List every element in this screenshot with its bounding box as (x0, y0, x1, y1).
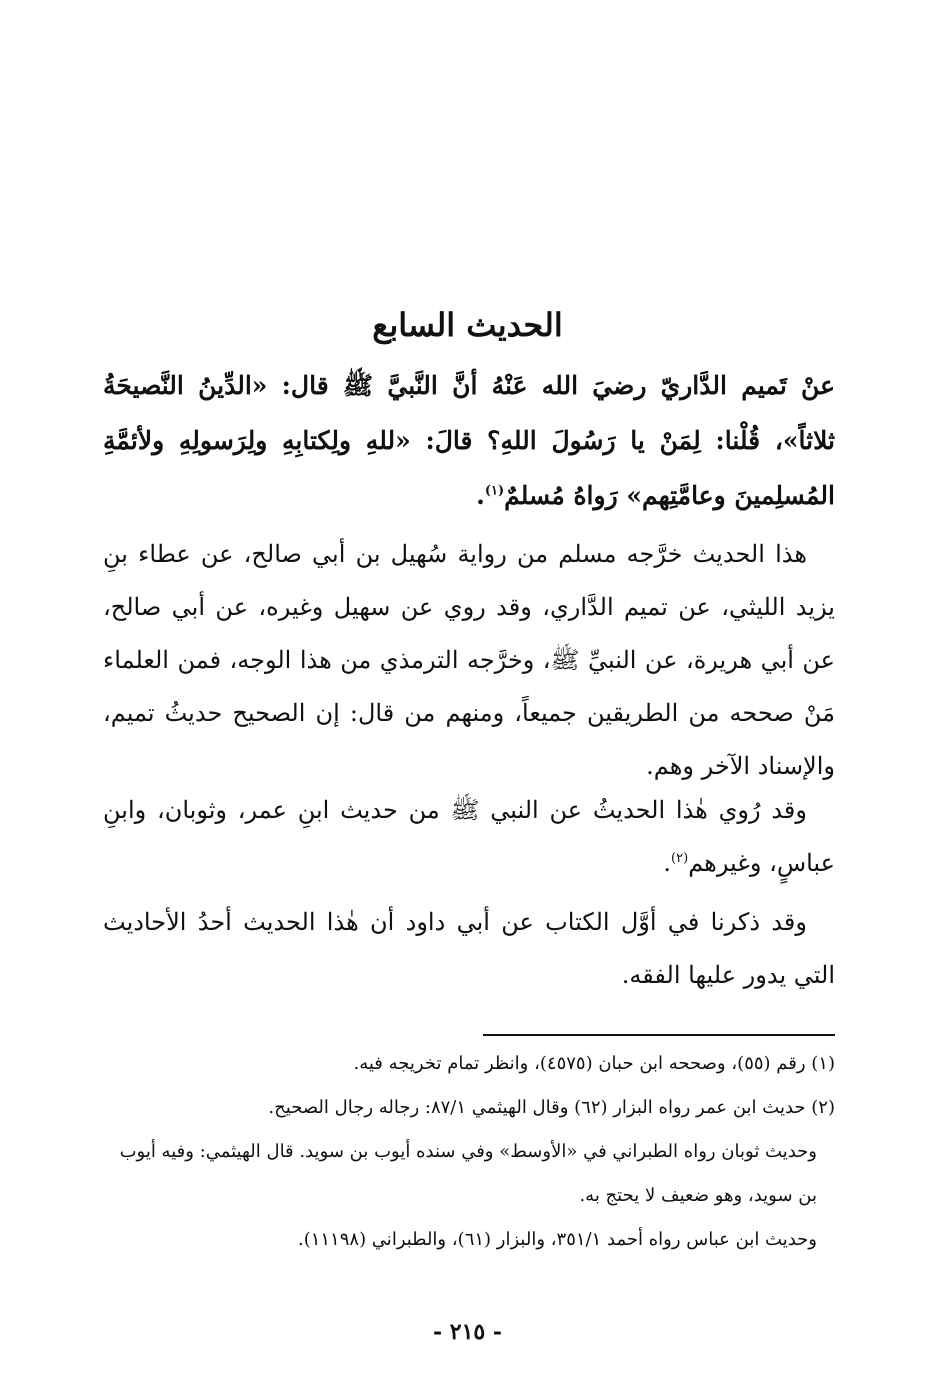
footnote-1: (١) رقم (٥٥)، وصححه ابن حبان (٤٥٧٥)، وانظر تمام تخريجه فيه. (353, 1053, 835, 1074)
page-number: - ٢١٥ - (432, 1319, 503, 1345)
footnote-2: (٢) حديث ابن عمر رواه البزار (٦٢) وقال الهيثمي ٨٧/١: رجاله رجال الصحيح. (268, 1097, 835, 1118)
footnote-2-ibn-abbas: وحديث ابن عباس رواه أحمد ٣٥١/١، والبزار (٦١)، والطبراني (١١١٩٨). (297, 1229, 817, 1250)
footnote-separator (483, 1034, 835, 1036)
paragraph-2-text: وقد رُوي هٰذا الحديثُ عن النبي ﷺ من حديث ابنِ عمر، وثوبان، وابنِ عباسٍ، وغيرهم (103, 796, 835, 877)
hadith-end-mark: . (476, 481, 485, 510)
commentary-paragraph-3 (103, 896, 835, 1002)
footnote-ref-2: (٢) (671, 851, 689, 866)
commentary-paragraph-2 (103, 784, 835, 890)
footnote-2-thawban: وحديث ثوبان رواه الطبراني في «الأوسط» وفي سنده أيوب بن سويد. قال الهيثمي: وفيه أيوب بن سويد، وهو ضعيف لا يحتج به. (119, 1141, 817, 1206)
paragraph-1-text: هذا الحديث خرَّجه مسلم من رواية سُهيل بن أبي صالح، عن عطاء بنِ يزيد الليثي، عن تميم الدَّاري، وقد روي عن سهيل وغيره، عن أبي صالح، عن أبي هريرة، عن النبيِّ ﷺ، وخرَّجه الترمذي من هذا الوجه، فمن العلماء مَنْ صححه من الطريقين جميعاً، ومنهم من قال: إن الصحيح حديثُ تميم، والإسناد الآخر وهم. (103, 540, 835, 780)
footnotes (103, 1042, 835, 1262)
commentary-paragraph-1 (103, 528, 835, 793)
paragraph-3-text: وقد ذكرنا في أوَّل الكتاب عن أبي داود أن هٰذا الحديث أحدُ الأحاديث التي يدور عليها الفقه. (103, 908, 835, 989)
hadith-text (103, 358, 835, 523)
hadith-body: عنْ تَميم الدَّاريّ رضيَ الله عَنْهُ أنَّ النَّبيَّ ﷺ قال: «الدِّينُ النَّصيحَةُ ثلاثاً»، قُلْنا: لِمَنْ يا رَسُولَ اللهِ؟ قالَ: «للهِ ولِكتابِهِ ولِرَسولِهِ ولأئمَّةِ المُسلِمينَ وعامَّتِهم» رَواهُ مُسلمٌ (103, 371, 835, 510)
paragraph-2-end-mark: . (663, 849, 672, 877)
chapter-title: الحديث السابع (372, 306, 563, 344)
footnote-ref-1: (١) (484, 483, 505, 499)
